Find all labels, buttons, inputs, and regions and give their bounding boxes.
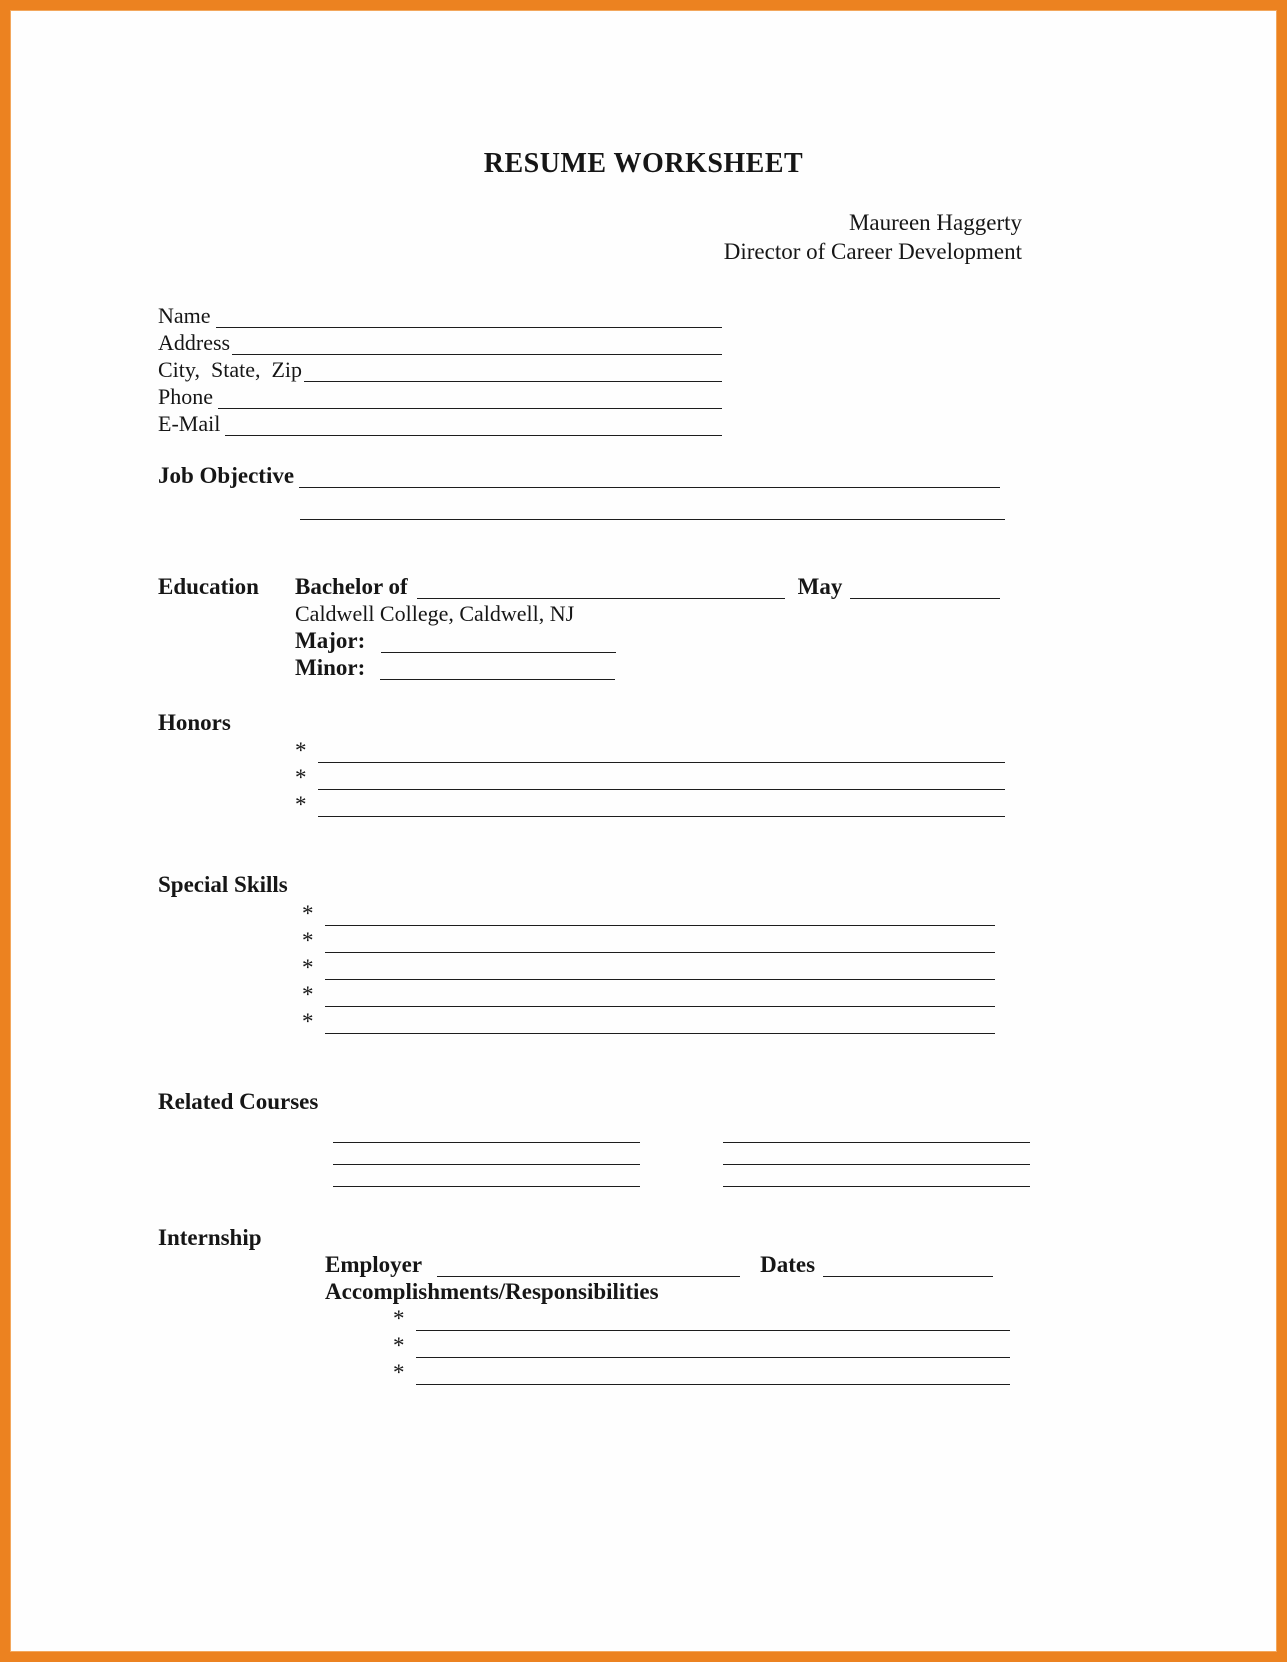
bullet-asterisk: *	[302, 928, 314, 953]
special-skills-lines	[302, 900, 995, 1035]
employer-field-line	[437, 1256, 740, 1277]
related-course-line-right-2	[723, 1144, 1030, 1165]
education-minor-row	[295, 654, 615, 681]
internship-line-row	[393, 1332, 1010, 1359]
phone-label: Phone	[158, 384, 213, 409]
internship-line-2	[416, 1337, 1010, 1358]
grad-month-label: May	[797, 574, 843, 599]
bullet-asterisk: *	[295, 765, 307, 790]
related-courses-lines	[333, 1122, 1030, 1188]
contact-row-city-state-zip	[158, 356, 722, 383]
related-courses-row	[333, 1144, 1030, 1166]
education-major-row	[295, 627, 616, 654]
bullet-asterisk: *	[295, 792, 307, 817]
internship-lines	[393, 1305, 1010, 1386]
honors-line-2	[318, 769, 1005, 790]
byline	[724, 208, 1022, 266]
related-course-line-left-3	[333, 1166, 640, 1187]
related-course-line-left-2	[333, 1144, 640, 1165]
bullet-asterisk: *	[393, 1360, 405, 1385]
education-section-label: Education	[158, 574, 259, 599]
related-course-line-right-3	[723, 1166, 1030, 1187]
related-course-line-left-1	[333, 1122, 640, 1143]
related-courses-row	[333, 1122, 1030, 1144]
address-field-line	[232, 334, 722, 355]
contact-row-phone	[158, 383, 722, 410]
special-skills-line-5	[325, 1013, 995, 1034]
contact-row-name	[158, 302, 722, 329]
email-field-line	[225, 415, 722, 436]
major-label: Major:	[295, 628, 366, 653]
address-label: Address	[158, 330, 231, 355]
job-objective-line-2	[300, 499, 1005, 520]
job-objective-line-1	[299, 467, 1000, 488]
bullet-asterisk: *	[302, 1009, 314, 1034]
email-label: E-Mail	[158, 411, 221, 436]
honors-line-row	[295, 737, 1005, 764]
related-course-line-right-1	[723, 1122, 1030, 1143]
internship-employer-row	[325, 1251, 993, 1278]
degree-field-line	[417, 578, 785, 599]
accomplishments-label: Accomplishments/Responsibilities	[325, 1279, 659, 1304]
byline-author-name: Maureen Haggerty	[848, 210, 1022, 235]
name-field-line	[216, 307, 722, 328]
bullet-asterisk: *	[295, 738, 307, 763]
bullet-asterisk: *	[302, 982, 314, 1007]
honors-section-label: Honors	[158, 710, 231, 735]
job-objective-row	[158, 462, 1000, 489]
school-name: Caldwell College, Caldwell, NJ	[295, 601, 575, 626]
special-skills-line-row	[302, 927, 995, 954]
dates-field-line	[823, 1256, 993, 1277]
honors-line-row	[295, 764, 1005, 791]
education-school-row	[295, 600, 574, 627]
special-skills-line-3	[325, 959, 995, 980]
bullet-asterisk: *	[393, 1306, 405, 1331]
major-field-line	[381, 632, 616, 653]
minor-field-line	[380, 659, 615, 680]
internship-line-1	[416, 1310, 1010, 1331]
degree-prefix-label: Bachelor of	[295, 574, 408, 599]
special-skills-line-row	[302, 981, 995, 1008]
page-title: RESUME WORKSHEET	[483, 148, 804, 179]
education-degree-row	[295, 573, 1000, 600]
dates-label: Dates	[760, 1252, 816, 1277]
job-objective-label: Job Objective	[158, 463, 295, 488]
contact-block	[158, 302, 722, 437]
employer-label: Employer	[325, 1252, 423, 1277]
city-state-zip-label: City, State, Zip	[158, 357, 303, 382]
related-courses-row	[333, 1166, 1030, 1188]
job-objective-row-2	[300, 499, 1005, 526]
grad-year-field-line	[850, 578, 1000, 599]
related-courses-section-label: Related Courses	[158, 1089, 319, 1114]
special-skills-line-row	[302, 900, 995, 927]
internship-line-row	[393, 1305, 1010, 1332]
honors-line-3	[318, 796, 1005, 817]
contact-row-address	[158, 329, 722, 356]
byline-author-role: Director of Career Development	[723, 239, 1022, 264]
honors-line-1	[318, 742, 1005, 763]
minor-label: Minor:	[295, 655, 366, 680]
honors-lines	[295, 737, 1005, 818]
special-skills-line-1	[325, 905, 995, 926]
special-skills-line-4	[325, 986, 995, 1007]
city-state-zip-field-line	[304, 361, 722, 382]
bullet-asterisk: *	[302, 955, 314, 980]
special-skills-line-2	[325, 932, 995, 953]
honors-line-row	[295, 791, 1005, 818]
special-skills-line-row	[302, 954, 995, 981]
internship-section-label: Internship	[158, 1225, 262, 1250]
internship-line-row	[393, 1359, 1010, 1386]
bullet-asterisk: *	[393, 1333, 405, 1358]
name-label: Name	[158, 303, 211, 328]
bullet-asterisk: *	[302, 901, 314, 926]
special-skills-section-label: Special Skills	[158, 872, 288, 897]
internship-line-3	[416, 1364, 1010, 1385]
special-skills-line-row	[302, 1008, 995, 1035]
contact-row-email	[158, 410, 722, 437]
phone-field-line	[218, 388, 722, 409]
